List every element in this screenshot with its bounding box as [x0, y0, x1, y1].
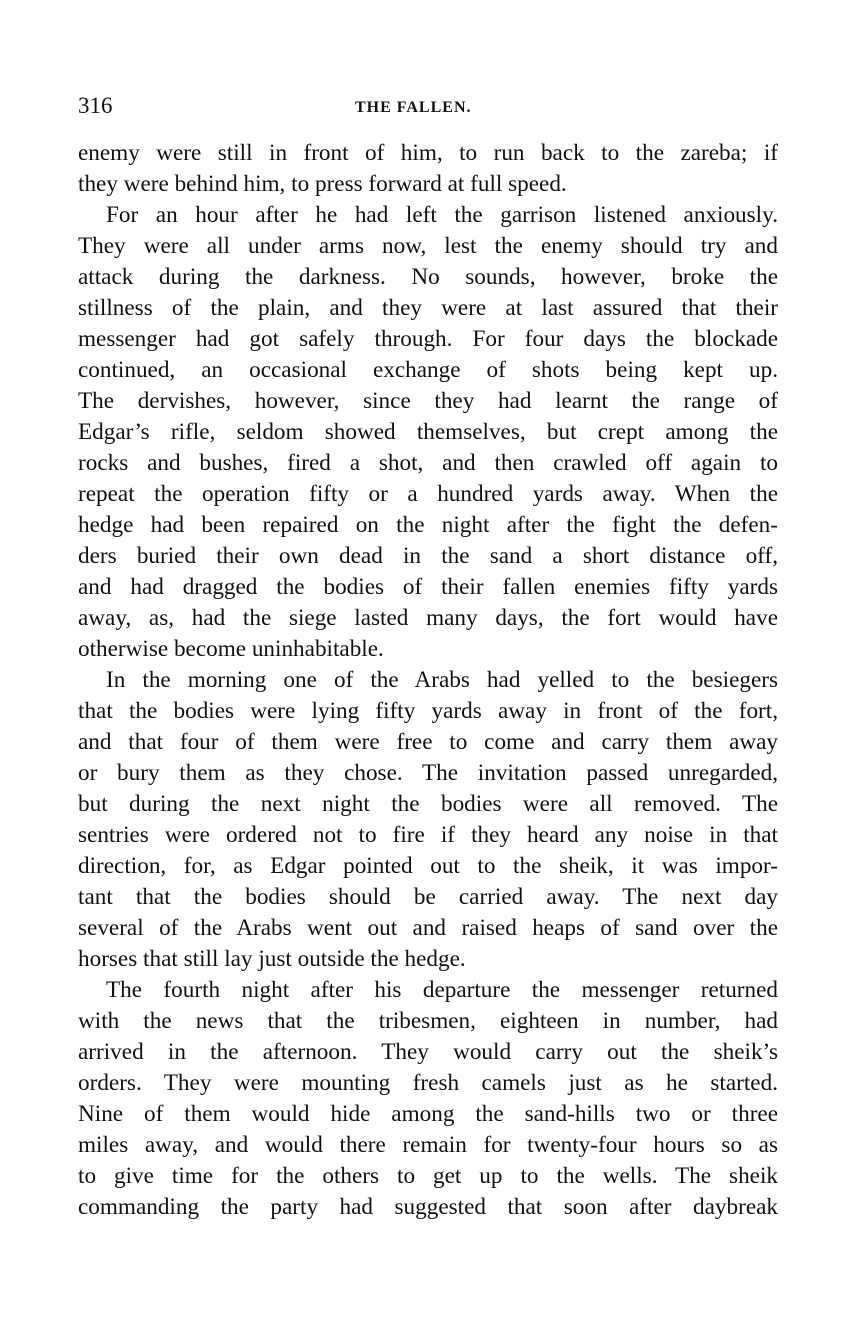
running-head [78, 92, 778, 126]
text-line: Edgar’s rifle, seldom showed themselves, but crept among the [78, 419, 778, 445]
text-line: For an hour after he had left the garrison listened anxiously. [106, 202, 778, 228]
text-line: with the news that the tribesmen, eighteen in number, had [78, 1008, 778, 1034]
text-line: arrived in the afternoon. They would carry out the sheik’s [78, 1039, 778, 1065]
text-line: orders. They were mounting fresh camels just as he started. [78, 1070, 778, 1096]
text-line: continued, an occasional exchange of shots being kept up. [78, 357, 778, 383]
text-line: In the morning one of the Arabs had yelled to the besiegers [106, 667, 778, 693]
text-line: enemy were still in front of him, to run back to the zareba; if [78, 140, 778, 166]
text-line: but during the next night the bodies were all removed. The [78, 791, 778, 817]
text-line: They were all under arms now, lest the enemy should try and [78, 233, 778, 259]
text-line: commanding the party had suggested that soon after daybreak [78, 1194, 778, 1220]
text-line: that the bodies were lying fifty yards away in front of the fort, [78, 698, 778, 724]
text-line: horses that still lay just outside the hedge. [78, 946, 466, 972]
text-line: Nine of them would hide among the sand-hills two or three [78, 1101, 778, 1127]
text-line: miles away, and would there remain for twenty-four hours so as [78, 1132, 778, 1158]
text-line: attack during the darkness. No sounds, however, broke the [78, 264, 778, 290]
text-line: messenger had got safely through. For four days the blockade [78, 326, 778, 352]
book-page [78, 92, 778, 1223]
text-line: rocks and bushes, fired a shot, and then crawled off again to [78, 450, 778, 476]
text-line: hedge had been repaired on the night after the fight the defen- [78, 512, 778, 538]
text-line: sentries were ordered not to fire if they heard any noise in that [78, 822, 778, 848]
text-line: they were behind him, to press forward at full speed. [78, 171, 567, 197]
text-line: tant that the bodies should be carried away. The next day [78, 884, 778, 910]
text-line: and had dragged the bodies of their fallen enemies fifty yards [78, 574, 778, 600]
page-number: 316 [78, 93, 113, 118]
text-line: several of the Arabs went out and raised heaps of sand over the [78, 915, 778, 941]
text-line: The fourth night after his departure the messenger returned [106, 977, 778, 1003]
text-line: direction, for, as Edgar pointed out to the sheik, it was impor- [78, 853, 778, 879]
text-line: or bury them as they chose. The invitation passed unregarded, [78, 760, 778, 786]
running-title: THE FALLEN. [355, 99, 472, 116]
body-text [78, 138, 778, 1223]
text-line: repeat the operation fifty or a hundred yards away. When the [78, 481, 778, 507]
text-line: away, as, had the siege lasted many days, the fort would have [78, 605, 778, 631]
text-line: and that four of them were free to come and carry them away [78, 729, 778, 755]
text-line: ders buried their own dead in the sand a short distance off, [78, 543, 778, 569]
text-line: The dervishes, however, since they had learnt the range of [78, 388, 778, 414]
text-line: otherwise become uninhabitable. [78, 636, 384, 662]
text-line: stillness of the plain, and they were at last assured that their [78, 295, 778, 321]
text-line: to give time for the others to get up to the wells. The sheik [78, 1163, 778, 1189]
